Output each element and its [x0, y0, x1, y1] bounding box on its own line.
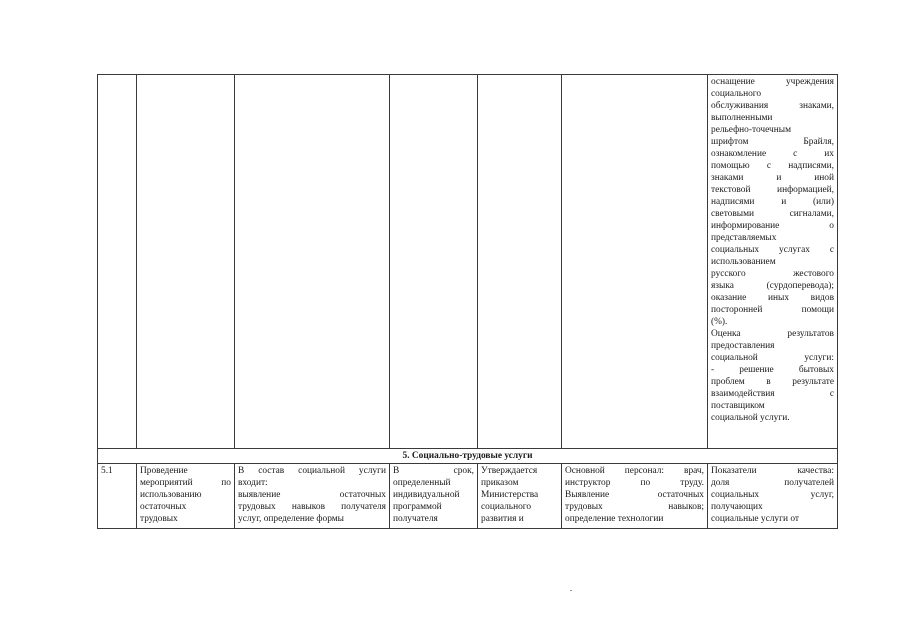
text-line: приказом [481, 478, 519, 488]
text-line: информирование о [711, 221, 834, 231]
text-line: выполненными [711, 113, 773, 123]
service-conditions [562, 464, 708, 529]
text-line: социального [711, 89, 762, 99]
text-line: определение технологии [565, 514, 664, 524]
cont-cell-content [235, 75, 390, 449]
service-name [137, 464, 235, 529]
text-line: поставщиком [711, 401, 765, 411]
text-line: Основной персонал: врач, [565, 466, 704, 476]
text-line: использованием [711, 257, 776, 267]
scan-speck [570, 590, 572, 591]
text-line: социальные услуги от [711, 514, 799, 524]
service-quality [708, 464, 838, 529]
service-row [98, 464, 838, 529]
text-line: посторонней помощи [711, 305, 834, 315]
text-line: Проведение [140, 466, 188, 476]
text-line: предоставления [711, 341, 775, 351]
text-line: текстовой информацией, [711, 185, 834, 195]
text-line: мероприятий по [140, 478, 231, 488]
text-line: русского жестового [711, 269, 834, 279]
cont-cell-term [390, 75, 478, 449]
cont-cell-name [137, 75, 235, 449]
text-line: (%). [711, 317, 728, 327]
row-number: 5.1 [98, 464, 137, 529]
text-line: ознакомление с их [711, 149, 834, 159]
text-line: входит: [238, 478, 268, 488]
text-line: знаками и иной [711, 173, 834, 183]
cont-cell-tariff [478, 75, 562, 449]
text-line: определенный [393, 478, 451, 488]
text-line: социальной услуги. [711, 413, 790, 423]
text-line: рельефно-точечным [711, 125, 792, 135]
cont-cell-conditions [562, 75, 708, 449]
text-line: В срок, [393, 466, 474, 476]
text-line: социальных услугах с [711, 245, 834, 255]
text-line: надписями и (или) [711, 197, 834, 207]
text-line: Оценка результатов [711, 329, 834, 339]
service-tariff [478, 464, 562, 529]
text-line: выявление остаточных [238, 490, 386, 500]
text-line: использованию [140, 490, 202, 500]
continuation-row [98, 75, 838, 449]
text-line: остаточных [140, 502, 187, 512]
text-line: - решение бытовых [711, 365, 834, 375]
text-line: В состав социальной услуги [238, 466, 386, 476]
text-line: получателя [393, 514, 438, 524]
cont-cell-num [98, 75, 137, 449]
section-title: 5. Социально-трудовые услуги [98, 449, 838, 464]
text-line: обслуживания знаками, [711, 101, 834, 111]
text-line: шрифтом Брайля, [711, 137, 834, 147]
text-line: световыми сигналами, [711, 209, 834, 219]
text-line: доля получателей [711, 478, 834, 488]
service-content [235, 464, 390, 529]
text-line: Выявление остаточных [565, 490, 704, 500]
text-line: развития и [481, 514, 524, 524]
text-line: оснащение учреждения [711, 77, 834, 87]
section-row [98, 449, 838, 464]
cont-cell-quality [708, 75, 838, 449]
text-line: социального [481, 502, 532, 512]
text-line: услуг, определение формы [238, 514, 344, 524]
text-line: проблем в результате [711, 377, 834, 387]
service-term [390, 464, 478, 529]
text-line: социальной услуги: [711, 353, 834, 363]
services-table [97, 74, 838, 529]
text-line: получающих [711, 502, 763, 512]
text-line: трудовых [140, 514, 178, 524]
text-line: социальных услуг, [711, 490, 834, 500]
text-line: программой [393, 502, 442, 512]
text-line: представляемых [711, 233, 777, 243]
text-line: языка (сурдоперевода); [711, 281, 834, 291]
text-line: оказание иных видов [711, 293, 834, 303]
text-line: трудовых навыков; [565, 502, 704, 512]
text-line: Утверждается [481, 466, 538, 476]
continuation-text [711, 76, 834, 424]
text-line: помощью с надписями, [711, 161, 834, 171]
text-line: индивидуальной [393, 490, 460, 500]
text-line: трудовых навыков получателя [238, 502, 386, 512]
text-line: Министерства [481, 490, 539, 500]
text-line: инструктор по труду. [565, 478, 704, 488]
text-line: взаимодействия с [711, 389, 834, 399]
text-line: Показатели качества: [711, 466, 834, 476]
